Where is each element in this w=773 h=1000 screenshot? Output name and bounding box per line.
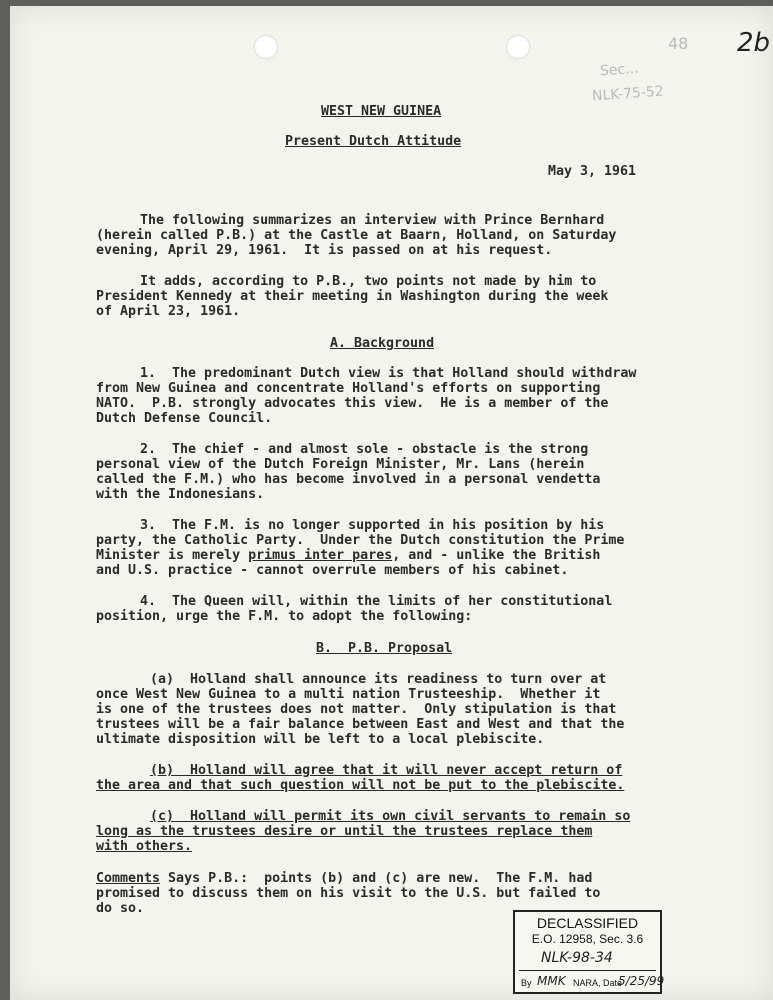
- page-number: 2b: [737, 28, 771, 58]
- section-b-heading: B. P.B. Proposal: [316, 641, 453, 656]
- margin-note: Sec...: [599, 60, 640, 80]
- stamp-authority: E.O. 12958, Sec. 3.6: [531, 932, 644, 946]
- document-title: WEST NEW GUINEA: [321, 104, 442, 119]
- stamp-by-label: By: [521, 978, 532, 988]
- comments-label: Comments: [96, 871, 161, 886]
- declassified-stamp: [513, 910, 665, 994]
- stamp-date: 5/25/99: [618, 974, 665, 988]
- stamp-signature-line: [519, 970, 656, 971]
- document-subtitle: Present Dutch Attitude: [285, 134, 462, 149]
- stamp-title: DECLASSIFIED: [536, 915, 639, 931]
- latin-phrase: primus inter pares: [248, 548, 393, 563]
- section-a-heading: A. Background: [330, 336, 435, 351]
- stamp-case-number: NLK-98-34: [541, 950, 613, 966]
- punch-hole-left: [255, 36, 277, 58]
- punch-hole-right: [507, 36, 529, 58]
- margin-note: NLK-75-52: [591, 83, 665, 105]
- document-date: May 3, 1961: [548, 164, 637, 179]
- stamp-nara-label: NARA, Date: [573, 978, 623, 988]
- stamp-by-initials: MMK: [537, 974, 566, 988]
- margin-note: 48: [668, 34, 689, 53]
- document-page: 2b 48 Sec... NLK-75-52 WEST NEW GUINEA Present Dutch Attitude May 3, 1961 The following summarizes an interview with Prince Bernhard (herein called P.B.) at the Castle at Baarn, Holland, on Saturday evening, April 29, 1961. It is passed on at his request. It adds, according to P.B., two points not made by him to President Kennedy at their meeting in Washington during the week of April 23, 1961. A. Background 1. The predominant Dutch view is that Holland should withdraw from New Guinea and concentrate Holland's efforts on supporting NATO. P.B. strongly advocates this view. He is a member of the Dutch Defense Council. 2. The chief - and almost sole - obstacle is the strong personal view of the Dutch Foreign Minister, Mr. Lans (herein called the F.M.) who has become involved in a personal vendetta with the Indonesians. 3. The F.M. is no longer supported in his position by his party, the Catholic Party. Under the Dutch constitution the Prime Minister is merely primus inter pares, and - unlike the British and U.S. practice - cannot overrule members of his cabinet. 4. The Queen will, within the limits of her constitutional position, urge the F.M. to adopt the following: B. P.B. Proposal (a) Holland shall announce its readiness to turn over at once West New Guinea to a multi nation Trusteeship. Whether it is one of the trustees does not matter. Only stipulation is that trustees will be a fair balance between East and West and that the ultimate disposition will be left to a local plebiscite. (b) Holland will agree that it will never accept return of the area and that such question will not be put to the plebiscite. (c) Holland will permit its own civil servants to remain so long as the trustees desire or until the trustees replace them with others. Comments Says P.B.: points (b) and (c) are new. The F.M. had promised to discuss them on his visit to the U.S. but failed to do so. DECLASSIFIED E.O. 12958, Sec. 3.6 NLK-98-34 By MMK NARA, Date 5/25/99: [10, 6, 773, 1000]
